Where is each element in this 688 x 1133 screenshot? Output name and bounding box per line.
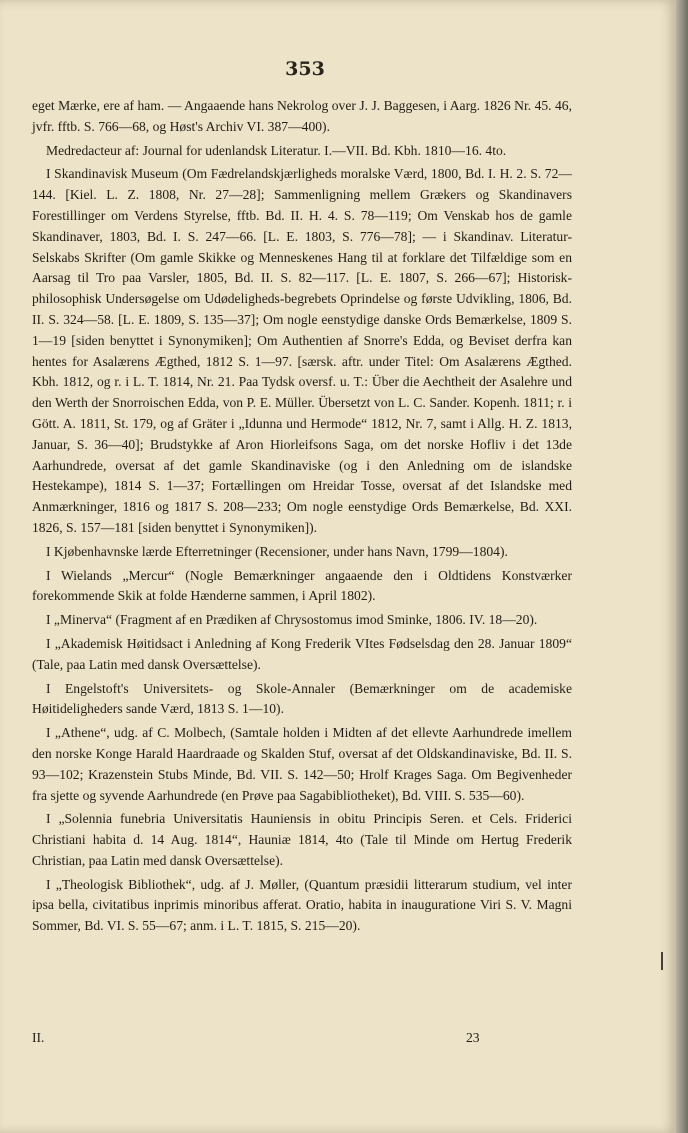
paragraph: eget Mærke, ere af ham. — Angaaende hans Nekrolog over J. J. Baggesen, i Aarg. 1826 Nr. 45. 46, jvfr. fftb. S. 766—68, og Høst's Archiv VI. 387—400).	[32, 98, 572, 134]
margin-mark	[661, 952, 663, 970]
paragraph: I „Akademisk Høitidsact i Anledning af Kong Frederik VItes Fødselsdag den 28. Januar 1809“ (Tale, paa Latin med dansk Oversættelse).	[32, 635, 572, 672]
paragraph: I Kjøbenhavnske lærde Efterretninger (Recensioner, under hans Navn, 1799—1804).	[46, 543, 508, 559]
paragraph: I Wielands „Mercur“ (Nogle Bemærkninger angaaende den i Oldtidens Konstværker forekommende Skik at folde Hænderne sammen, i April 1802).	[32, 567, 572, 604]
paragraph: I Skandinavisk Museum (Om Fædrelandskjærligheds moralske Værd, 1800, Bd. I. H. 2. S. 72—144. [Kiel. L. Z. 1808, Nr. 27—28]; Sammenligning mellem Grækers og Skandinavers Forestillinger om Verdens Styrelse, fftb. Bd. II. H. 4. S. 78—119; Om Venskab hos de gamle Skandinaver, 1803, Bd. I. S. 247—66. [L. E. 1803, S. 776—78]; — i Skandinav. Literatur-Selskabs Skrifter (Om gamle Skikke og Menneskenes Hang til at forklare det Tilfældige som en Aarsag til Tro paa Varsler, 1805, Bd. II. S. 82—117. [L. E. 1807, S. 266—67]; Historisk-philosophisk Undersøgelse om Udødeligheds-begrebets Oprindelse og første Udvikling, 1806, Bd. II. S. 324—58. [L. E. 1809, S. 135—37]; Om nogle eenstydige danske Ords Bemærkelse, 1809 S. 1—19 [siden benyttet i Synonymiken]; Om Authentien af Snorre's Edda, og Beviset derfra kan hentes for Asalærens Ægthed, 1812 S. 1—97. [særsk. aftr. under Titel: Om Asalærens Ægthed. Kbh. 1812, og r. i L. T. 1814, Nr. 21. Paa Tydsk oversf. u. T.: Über die Aechtheit der Asalehre und den Werth der Snorroischen Edda, von P. E. Müller. Übersetzt von L. C. Sander. Kopenh. 1811; r. i Gött. A. 1811, St. 179, og af Gräter i „Idunna und Hermode“ 1812, Nr. 7, samt i Allg. H. Z. 1813, Januar, S. 36—40]; Brudstykke af Aron Hiorleifsons Saga, om det norske Hofliv i det 13de Aarhundrede, oversat af det gamle Skandinaviske (og i den Anledning om de islandske Hestekampe), 1814 S. 1—37; Fortællingen om Hreidar Tosse, oversat af det Islandske med Anmærkninger, 1816 og 1817 S. 208—233; Om nogle eenstydige Ords Bemærkelse, Bd. XXI. 1826, S. 157—181 [siden benyttet i Synonymiken]).	[32, 166, 572, 535]
paragraph: I „Solennia funebria Universitatis Hauniensis in obitu Principis Seren. et Cels. Friderici Christiani habita d. 14 Aug. 1814“, Hauniæ 1814, 4to (Tale til Minde om Hertug Frederik Christian, paa Latin med dansk Oversættelse).	[32, 811, 572, 868]
paragraph: I „Athene“, udg. af C. Molbech, (Samtale holden i Midten af det ellevte Aarhundrede imellem den norske Konge Harald Haardraade og Skalden Stuf, oversat af det Oldskandinaviske, Bd. II. S. 93—102; Krazenstein Stubs Minde, Bd. VII. S. 142—50; Hrolf Krages Saga. Om Begivenheder fra sjette og syvende Aarhundrede (en Prøve paa Sagabibliotheket), Bd. VIII. S. 535—60).	[32, 725, 572, 803]
signature-number: 23	[466, 1030, 480, 1045]
body-text	[32, 96, 572, 937]
paragraph: I „Minerva“ (Fragment af en Prædiken af Chrysostomus imod Sminke, 1806. IV. 18—20).	[46, 612, 538, 628]
signature-mark: II.	[32, 1030, 45, 1045]
paragraph: I Engelstoft's Universitets- og Skole-Annaler (Bemærkninger om de academiske Høitideligheders sande Værd, 1813 S. 1—10).	[32, 680, 572, 717]
paragraph: I „Theologisk Bibliothek“, udg. af J. Møller, (Quantum præsidii litterarum studium, vel inter ipsa bella, civitatibus inprimis minoribus afferat. Oratio, habita in inauguratione Viri S. V. Magni Sommer, Bd. VI. S. 55—67; anm. i L. T. 1815, S. 215—20).	[32, 876, 572, 934]
page-number: 353	[285, 58, 325, 80]
book-edge	[676, 0, 688, 1133]
paragraph: Medredacteur af: Journal for udenlandsk Literatur. I.—VII. Bd. Kbh. 1810—16. 4to.	[46, 142, 507, 158]
